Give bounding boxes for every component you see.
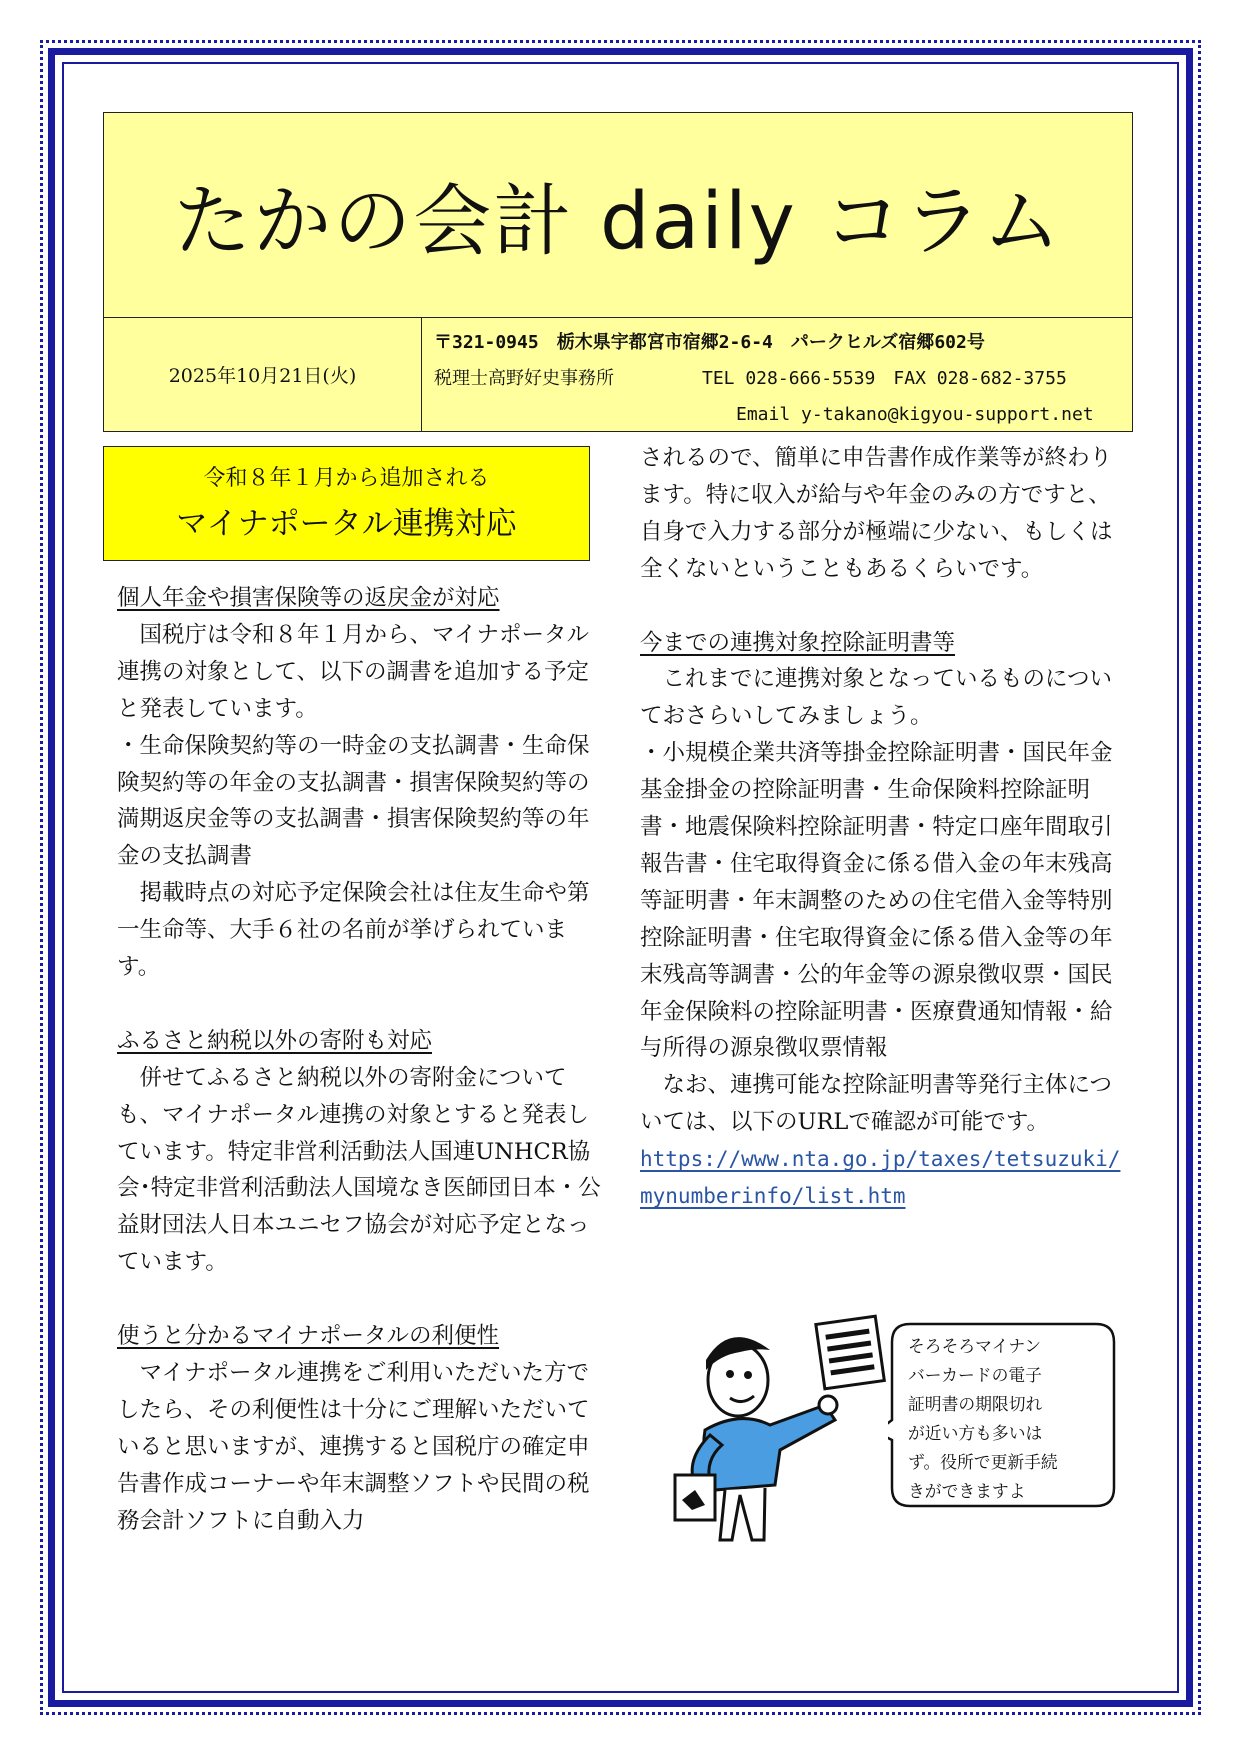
- bubble-line: が近い方も多いは: [908, 1423, 1043, 1443]
- bubble-line: バーカードの電子: [908, 1365, 1042, 1385]
- man-illustration-icon: [660, 1310, 890, 1550]
- document-icon: [816, 1316, 884, 1389]
- bubble-line: きができますよ: [908, 1481, 1026, 1501]
- left-column: [117, 580, 603, 1540]
- paragraph: なお、連携可能な控除証明書等発行主体については、以下のURLで確認が可能です。: [640, 1072, 1113, 1136]
- issue-date: 2025年10月21日(火): [104, 318, 422, 431]
- newsletter-title: たかの会計 daily コラム: [104, 113, 1132, 318]
- nta-link-continued[interactable]: mynumberinfo/list.htm: [640, 1184, 906, 1209]
- newsletter-header: [103, 112, 1133, 432]
- paragraph: 併せてふるさと納税以外の寄附金についても、マイナポータル連携の対象とすると発表しています。特定非営利活動法人国連UNHCR協会･特定非営利活動法人国境なき医師団日本・公益財団法人日本ユニセフ協会が対応予定となっています。: [117, 1064, 601, 1276]
- bubble-line: 証明書の期限切れ: [908, 1394, 1043, 1414]
- paragraph: 掲載時点の対応予定保険会社は住友生命や第一生命等、大手６社の名前が挙げられています。: [117, 880, 590, 981]
- topic-banner: [103, 446, 590, 561]
- speech-bubble-text: [908, 1332, 1108, 1506]
- office-email[interactable]: Email y-takano@kigyou-support.net: [736, 404, 1094, 425]
- paragraph: されるので、簡単に申告書作成作業等が終わります。特に収入が給与や年金のみの方ですと、自身で入力する部分が極端に少ない、もしくは全くないということもあるくらいです。: [640, 445, 1113, 582]
- bubble-line: そろそろマイナン: [908, 1336, 1042, 1356]
- section-heading: 今までの連携対象控除証明書等: [640, 629, 956, 656]
- paragraph: マイナポータル連携をご利用いただいた方でしたら、その利便性は十分にご理解いただいていると思いますが、連携すると国税庁の確定申告書作成コーナーや年末調整ソフトや民間の税務会計ソフトに自動入力: [117, 1360, 590, 1534]
- section-heading: ふるさと納税以外の寄附も対応: [117, 1027, 433, 1054]
- paragraph: ・生命保険契約等の一時金の支払調書・生命保険契約等の年金の支払調書・損害保険契約等の満期返戻金等の支払調書・損害保険契約等の年金の支払調書: [117, 732, 590, 870]
- paragraph: ・小規模企業共済等掛金控除証明書・国民年金基金掛金の控除証明書・生命保険料控除証明書・地震保険料控除証明書・特定口座年間取引報告書・住宅取得資金に係る借入金の年末残高等証明書・年末調整のための住宅借入金等特別控除証明書・住宅取得資金に係る借入金等の年末残高等調書・公的年金等の源泉徴収票・国民年金保険料の控除証明書・医療費通知情報・給与所得の源泉徴収票情報: [640, 740, 1113, 1062]
- office-line: [434, 361, 1124, 397]
- office-name: 税理士高野好史事務所: [434, 368, 614, 389]
- office-address: 〒321-0945 栃木県宇都宮市宿郷2-6-4 パークヒルズ宿郷602号: [434, 332, 985, 353]
- nta-link[interactable]: https://www.nta.go.jp/taxes/tetsuzuki/: [640, 1147, 1121, 1172]
- right-column: [640, 440, 1120, 1215]
- paragraph: 国税庁は令和８年１月から、マイナポータル連携の対象として、以下の調書を追加する予定と発表しています。: [117, 621, 590, 722]
- topic-title: マイナポータル連携対応: [176, 506, 517, 542]
- paragraph: これまでに連携対象となっているものについておさらいしてみましょう。: [640, 666, 1113, 730]
- section-heading: 使うと分かるマイナポータルの利便性: [117, 1323, 500, 1350]
- topic-subtitle: 令和８年１月から追加される: [203, 466, 490, 491]
- bubble-line: ず。役所で更新手続: [908, 1452, 1058, 1472]
- office-contact-info: [434, 325, 1124, 433]
- section-heading: 個人年金や損害保険等の返戻金が対応: [117, 585, 500, 611]
- tel-fax: TEL 028-666-5539 FAX 028-682-3755: [702, 368, 1067, 389]
